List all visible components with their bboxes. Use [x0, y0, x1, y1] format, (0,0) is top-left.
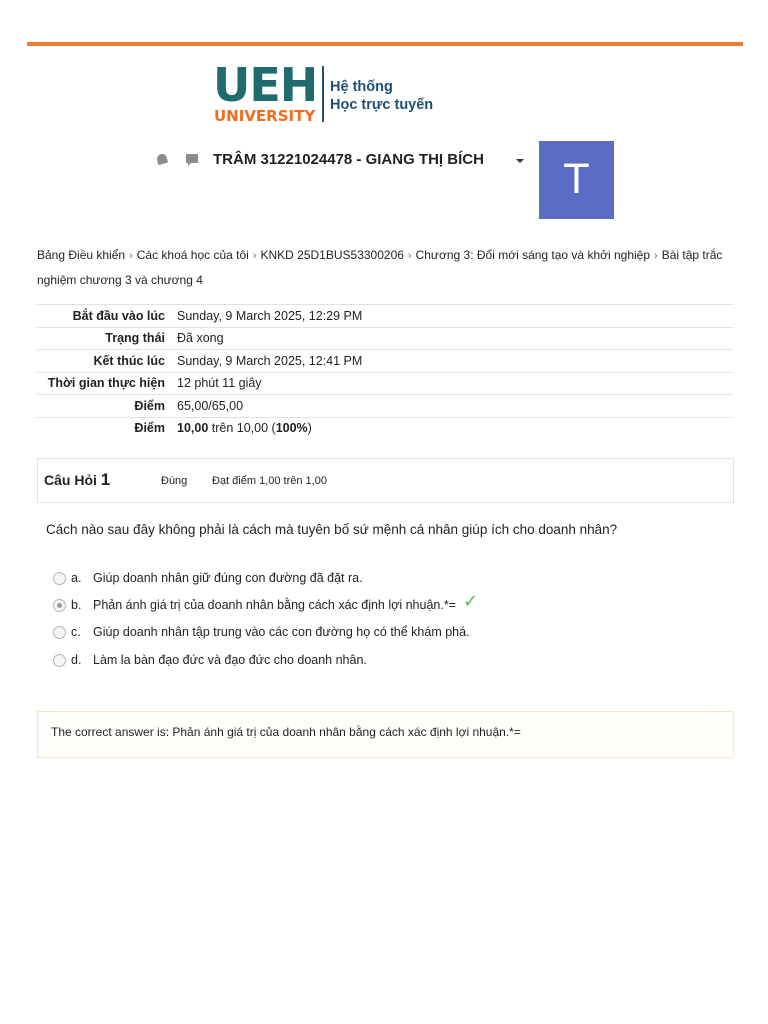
grade-end: ) [307, 421, 312, 436]
summary-value: Sunday, 9 March 2025, 12:29 PM [171, 305, 733, 328]
answer-radio[interactable] [53, 572, 66, 585]
breadcrumb [37, 243, 737, 292]
question-label: Câu Hỏi [44, 472, 97, 488]
summary-label: Thời gian thực hiện [37, 372, 171, 395]
question-number-value: 1 [100, 470, 111, 489]
breadcrumb-item-my-courses[interactable]: Các khoá học của tôi [136, 248, 249, 262]
attempt-summary-table [37, 304, 733, 439]
summary-label: Trạng thái [37, 327, 171, 350]
summary-row-state [37, 327, 733, 350]
answer-radio[interactable] [53, 654, 66, 667]
logo-divider [322, 66, 324, 122]
option-text: Phản ánh giá trị của doanh nhân bằng cách xác định lợi nhuận.*= [93, 598, 456, 612]
breadcrumb-item-course[interactable]: KNKD 25D1BUS53300206 [260, 248, 404, 262]
top-accent-bar [27, 42, 743, 46]
summary-label: Điểm [37, 417, 171, 439]
answer-radio[interactable] [53, 626, 66, 639]
option-text: Giúp doanh nhân giữ đúng con đường đã đặt ra. [93, 571, 363, 585]
summary-label: Kết thúc lúc [37, 350, 171, 373]
breadcrumb-item-chapter[interactable]: Chương 3: Đổi mới sáng tạo và khởi nghiệp [415, 248, 651, 262]
question-info-box [37, 458, 734, 503]
summary-value: Sunday, 9 March 2025, 12:41 PM [171, 350, 733, 373]
breadcrumb-item-quiz[interactable]: Bài tập trắc nghiệm chương 3 và chương 4 [37, 248, 723, 287]
question-text: Cách nào sau đây không phải là cách mà tuyên bố sứ mệnh cá nhân giúp ích cho doanh nhân? [46, 522, 618, 537]
summary-grade-value [171, 417, 733, 439]
bell-icon[interactable] [156, 153, 168, 165]
question-state: Đúng [161, 475, 188, 487]
grade-score: 10,00 [177, 421, 209, 436]
logo-main-text: UEH [213, 58, 318, 112]
breadcrumb-separator-icon: › [252, 250, 257, 262]
summary-label: Điểm [37, 395, 171, 418]
summary-value: Đã xong [171, 327, 733, 350]
option-letter: d. [71, 653, 82, 667]
breadcrumb-separator-icon: › [654, 250, 658, 262]
question-number [44, 470, 110, 490]
logo-system-line2: Học trực tuyến [330, 97, 434, 113]
summary-row-start [37, 305, 733, 328]
summary-row-end [37, 350, 733, 373]
option-text: Làm la bàn đạo đức và đạo đức cho doanh nhân. [93, 653, 367, 667]
summary-row-grade [37, 417, 733, 439]
grade-middle: trên 10,00 ( [208, 421, 276, 436]
breadcrumb-separator-icon: › [407, 250, 412, 262]
logo-system-line1: Hệ thống [330, 79, 393, 95]
feedback-text: The correct answer is: Phản ánh giá trị của doanh nhân bằng cách xác định lợi nhuận.*= [51, 725, 521, 739]
summary-value: 12 phút 11 giây [171, 372, 733, 395]
summary-row-duration [37, 372, 733, 395]
avatar[interactable]: T [539, 141, 614, 219]
logo-system-text [330, 78, 433, 114]
summary-label: Bắt đầu vào lúc [37, 305, 171, 328]
option-text: Giúp doanh nhân tập trung vào các con đường họ có thể khám phá. [93, 625, 470, 639]
grade-percent: 100% [275, 421, 308, 436]
breadcrumb-item-dashboard[interactable]: Bảng Điều khiển [37, 248, 126, 262]
user-menu-name[interactable]: TRÂM 31221024478 - GIANG THỊ BÍCH [213, 151, 484, 168]
summary-value: 65,00/65,00 [171, 395, 733, 418]
logo-sub-text: UNIVERSITY [214, 107, 316, 125]
answer-radio-selected[interactable] [53, 599, 66, 612]
option-letter: c. [71, 625, 81, 639]
ueh-logo[interactable] [213, 58, 453, 128]
option-letter: b. [71, 598, 82, 612]
chevron-down-icon[interactable] [516, 159, 524, 163]
question-grade: Đạt điểm 1,00 trên 1,00 [212, 475, 327, 487]
option-letter: a. [71, 571, 82, 585]
summary-row-marks [37, 395, 733, 418]
breadcrumb-separator-icon: › [129, 250, 133, 262]
chat-icon-tail [188, 162, 192, 166]
correct-answer-feedback [37, 711, 734, 758]
check-icon: ✓ [463, 591, 479, 611]
